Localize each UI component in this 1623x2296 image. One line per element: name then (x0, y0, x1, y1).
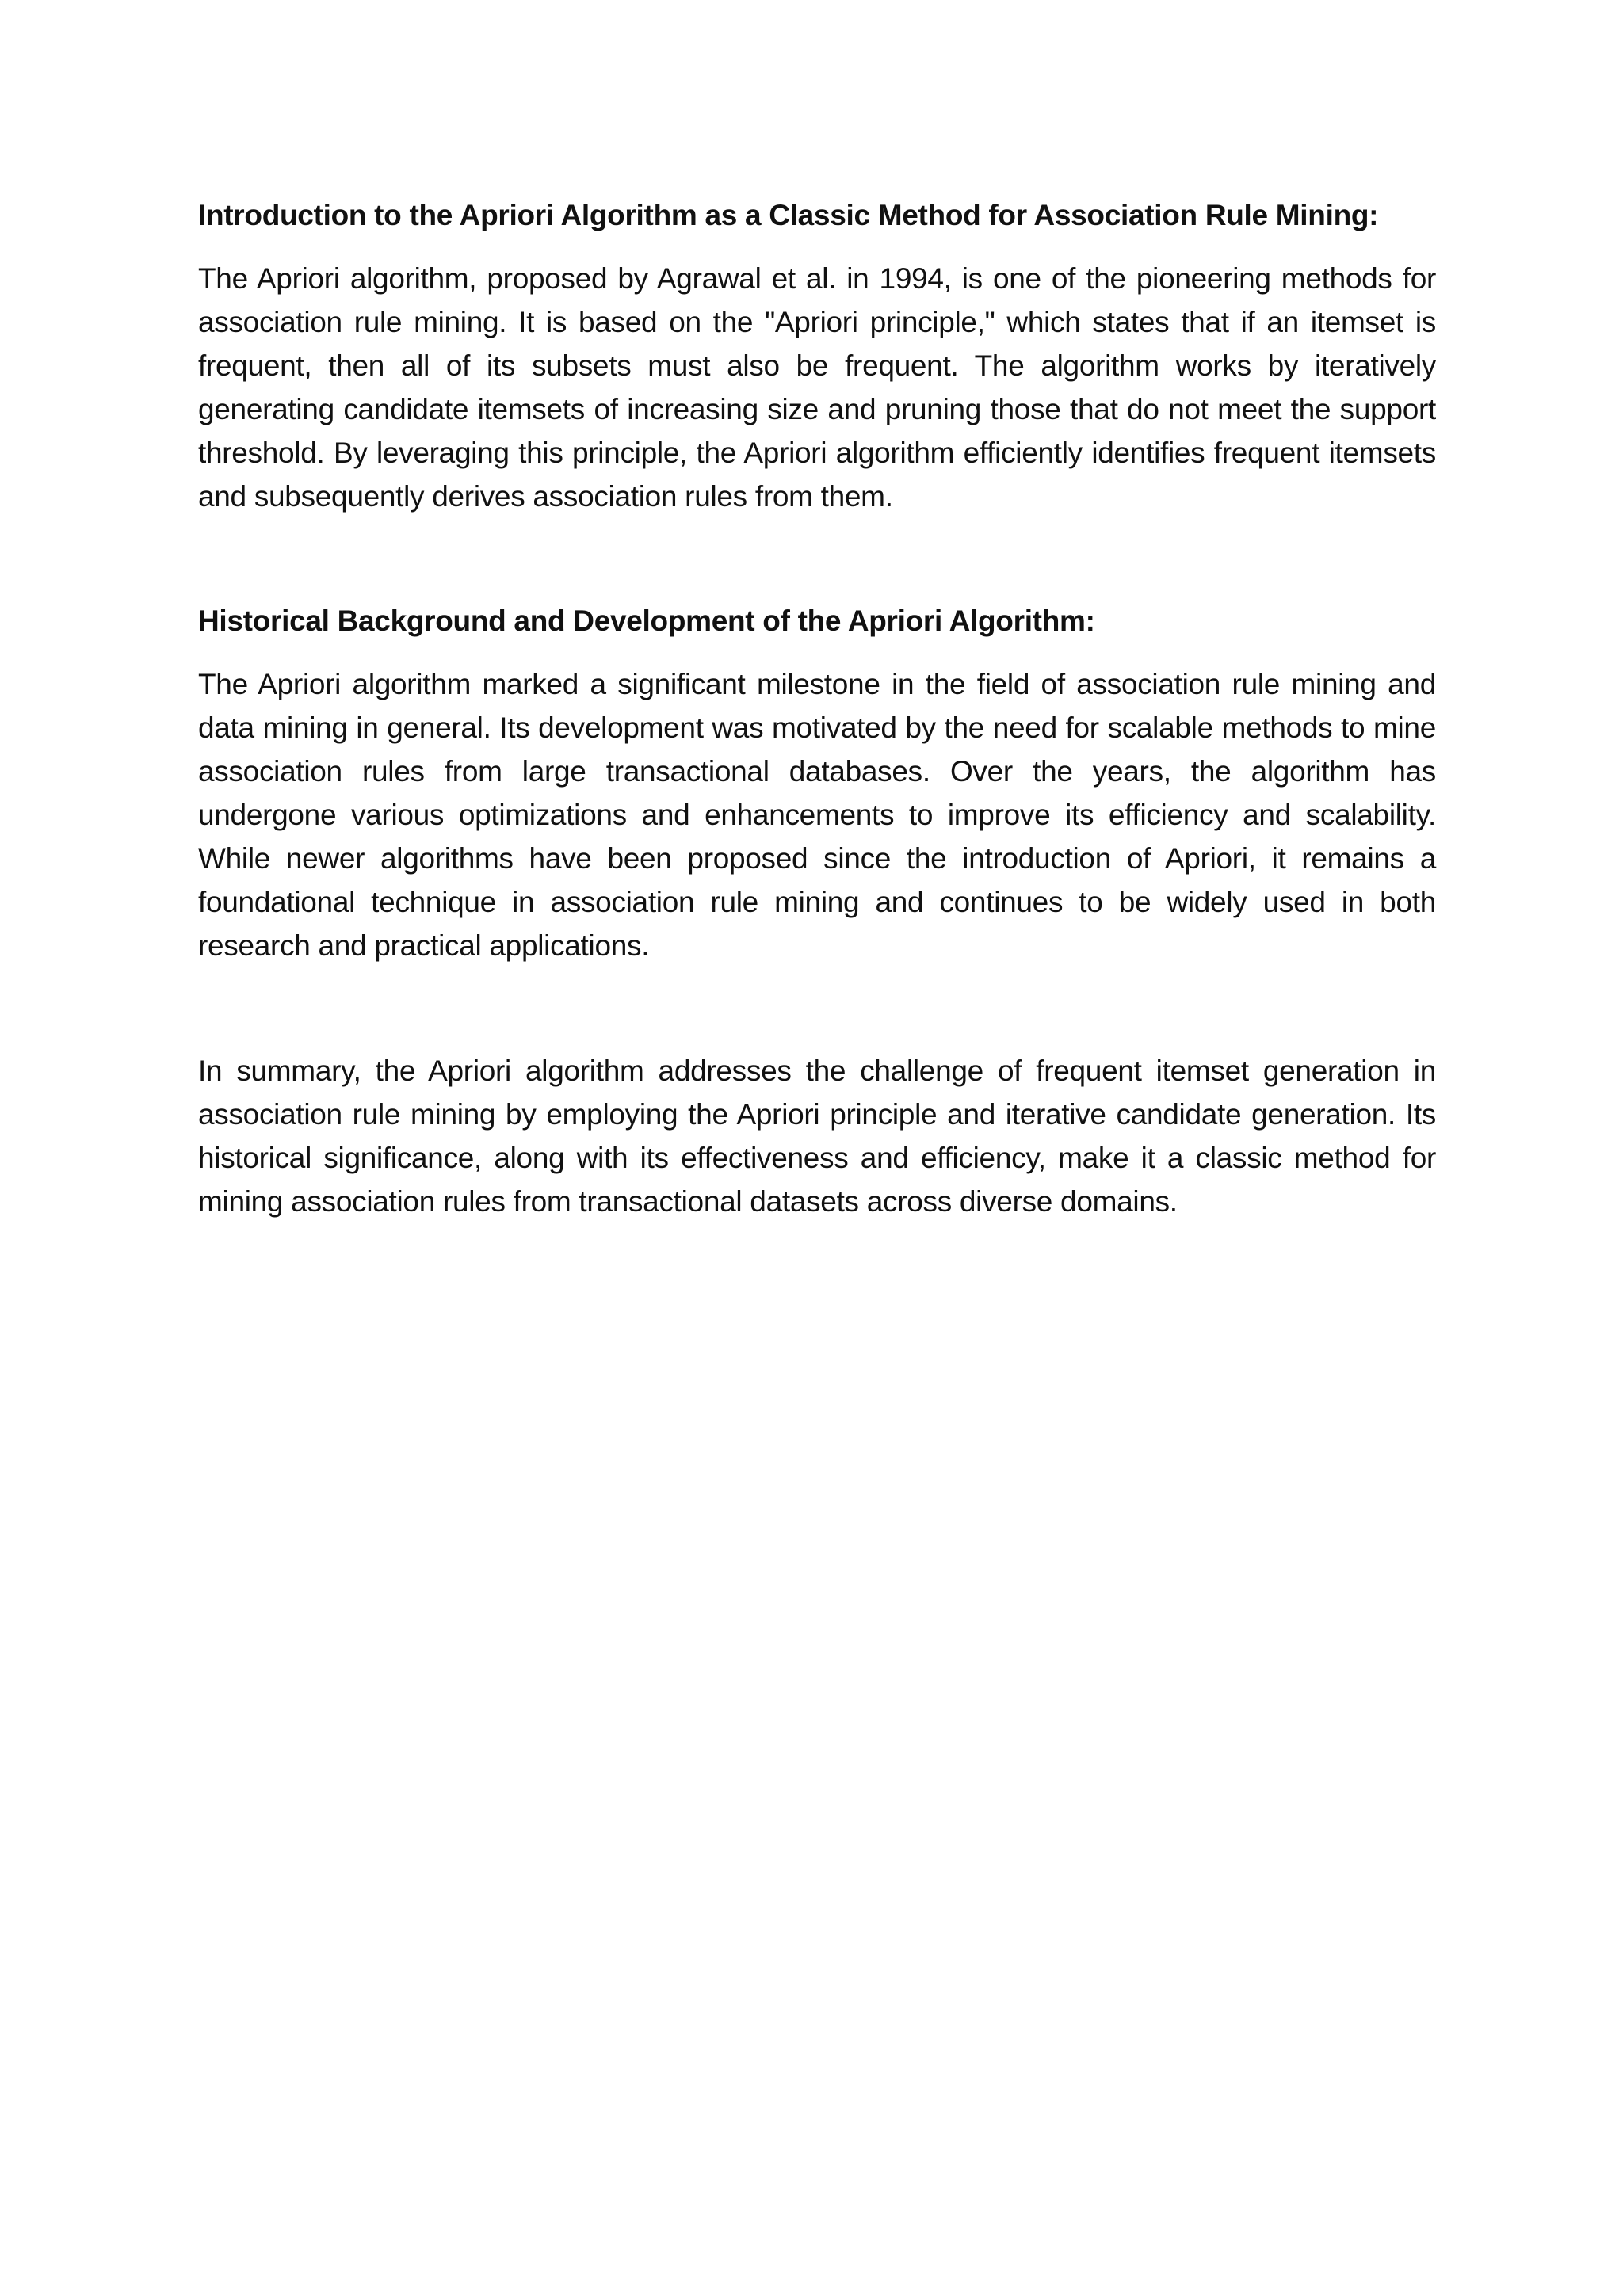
section-historical-background (198, 599, 1436, 967)
section-heading: Introduction to the Apriori Algorithm as a Classic Method for Association Rule Mining: (198, 199, 1379, 231)
document-content (198, 193, 1436, 1223)
section-heading: Historical Background and Development of the Apriori Algorithm: (198, 605, 1095, 637)
summary-paragraph: In summary, the Apriori algorithm addresses the challenge of frequent itemset generation in association rule mining by employing the Apriori principle and iterative candidate generation. Its historical significance, along with its effectiveness and efficiency, make it a classic method for mining association rules from transactional datasets across diverse domains. (198, 1055, 1436, 1218)
section-paragraph: The Apriori algorithm, proposed by Agrawal et al. in 1994, is one of the pioneering methods for association rule mining. It is based on the "Apriori principle," which states that if an itemset is frequent, then all of its subsets must also be frequent. The algorithm works by iteratively generating candidate itemsets of increasing size and pruning those that do not meet the support threshold. By leveraging this principle, the Apriori algorithm efficiently identifies frequent itemsets and subsequently derives association rules from them. (198, 262, 1436, 513)
section-summary (198, 1049, 1436, 1223)
section-introduction (198, 193, 1436, 518)
section-paragraph: The Apriori algorithm marked a significant milestone in the field of association rule mining and data mining in general. Its development was motivated by the need for scalable methods to mine association rules from large transactional databases. Over the years, the algorithm has undergone various optimizations and enhancements to improve its efficiency and scalability. While newer algorithms have been proposed since the introduction of Apriori, it remains a foundational technique in association rule mining and continues to be widely used in both research and practical applications. (198, 668, 1436, 962)
